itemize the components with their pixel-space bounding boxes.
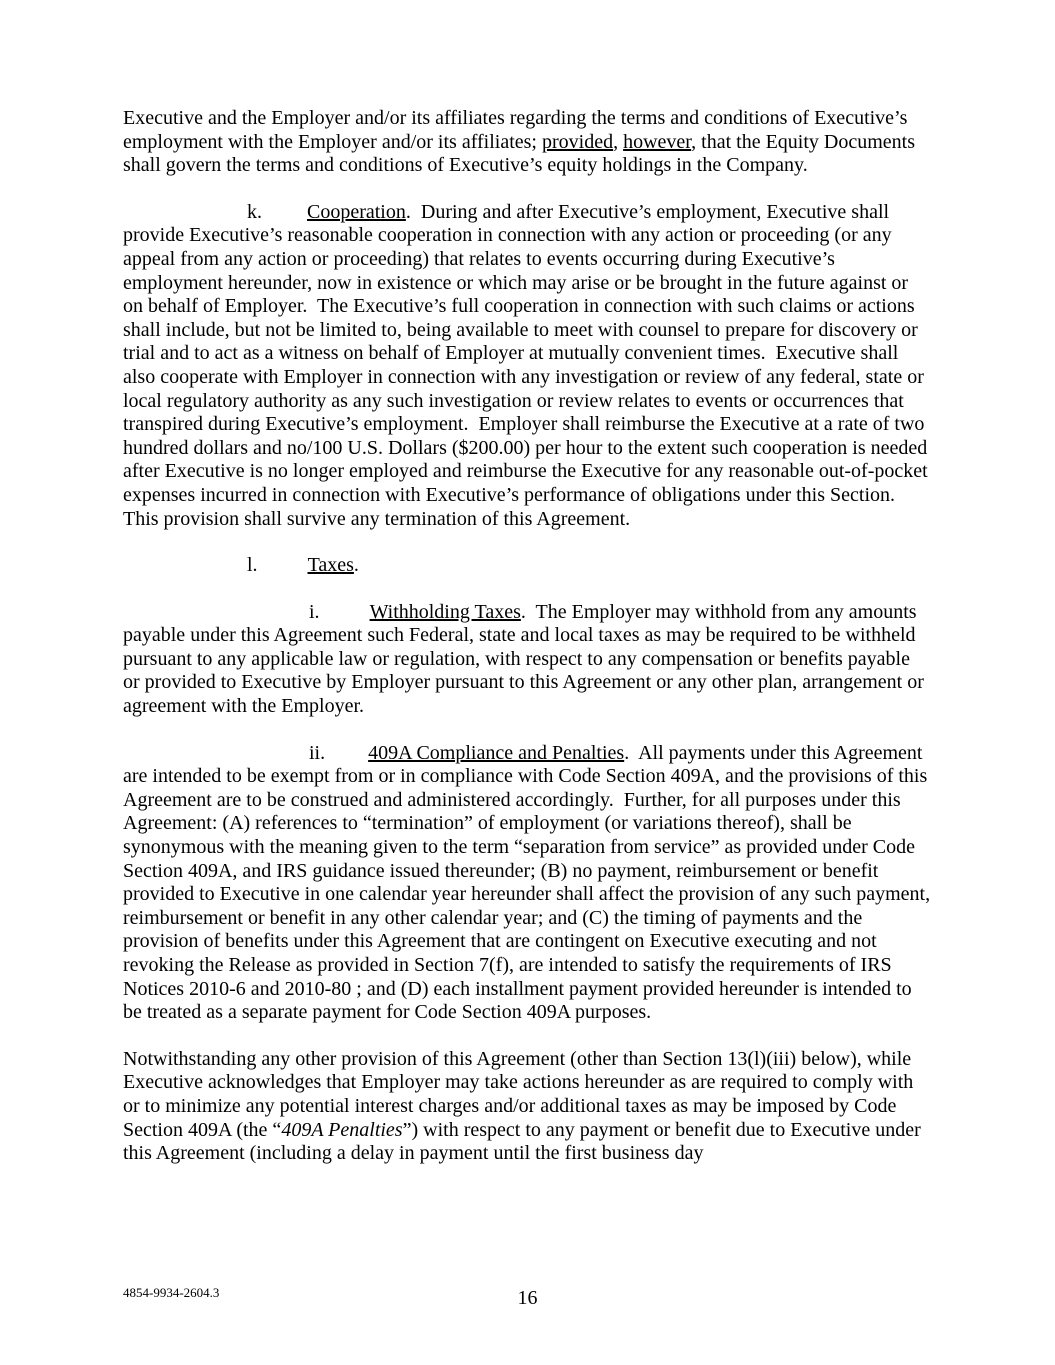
paragraph-notwithstanding xyxy=(123,1048,931,1166)
tab-spacer xyxy=(123,758,309,759)
paragraph-equity-continuation xyxy=(123,107,931,178)
paragraph-withholding-taxes xyxy=(123,601,931,719)
text-run: , xyxy=(613,130,624,153)
tab-spacer xyxy=(325,758,368,759)
text-run: i. xyxy=(309,600,320,623)
text-run: however xyxy=(623,130,692,153)
text-run: . All payments under this Agreement are intended to be exempt from or in compliance with Code Section 409A, and the provisions of this Agreement are to be construed and administered accordingly. Further, for all purposes under this Agreement: (A) references to “termination” of employment (or variations thereof), shall be synonymous with the meaning given to the term “separation from service” as provided under Code Section 409A, and IRS guidance issued thereunder; (B) no payment, reimbursement or benefit provided to Executive in one calendar year hereunder shall affect the provision of any such payment, reimbursement or benefit in any other calendar year; and (C) the timing of payments and the provision of benefits under this Agreement that are contingent on Executive executing and not revoking the Release as provided in Section 7(f), are intended to satisfy the requirements of IRS Notices 2010-6 and 2010-80 ; and (D) each installment payment provided hereunder is intended to be treated as a separate payment for Code Section 409A purposes. xyxy=(123,741,936,1024)
paragraph-taxes-heading xyxy=(123,554,931,578)
document-control-number: 4854-9934-2604.3 xyxy=(123,1285,220,1300)
text-run: ”) with respect to any payment or benefit due to Executive under this Agreement (including a delay in payment until the first business day xyxy=(123,1118,926,1165)
text-run: Cooperation xyxy=(307,200,406,223)
text-run: Taxes xyxy=(307,554,354,577)
page-number: 16 xyxy=(517,1287,538,1309)
document-body xyxy=(123,107,936,1189)
tab-spacer xyxy=(258,570,308,571)
text-run: ii. xyxy=(309,741,326,764)
text-run: Notwithstanding any other provision of this Agreement (other than Section 13(l)(iii) below), while Executive acknowledges that Employer may take actions hereunder as are required to comply with or to minimize any potential interest charges and/or additional taxes as may be imposed by Code Section 409A (the “ xyxy=(123,1047,919,1141)
text-run: . During and after Executive’s employment, Executive shall provide Executive’s reasonable cooperation in connection with any action or proceeding (or any appeal from any action or proceeding) that relates to events occurring during Executive’s employment hereunder, now in existence or which may arise or be brought in the future against or on behalf of Employer. The Executive’s full cooperation in connection with such claims or actions shall include, but not be limited to, being available to meet with counsel to prepare for discovery or trial and to act as a witness on behalf of Employer at mutually convenient times. Executive shall also cooperate with Employer in connection with any investigation or review of any federal, state or local regulatory authority as any such investigation or review relates to events or occurrences that transpired during Executive’s employment. Employer shall reimburse the Executive at a rate of two hundred dollars and no/100 U.S. Dollars ($200.00) per hour to the extent such cooperation is needed after Executive is no longer employed and reimburse the Executive for any reasonable out-of-pocket expenses incurred in connection with Executive’s performance of obligations under this Section. This provision shall survive any termination of this Agreement. xyxy=(123,200,933,530)
text-run: . xyxy=(353,554,359,577)
tab-spacer xyxy=(262,217,307,218)
text-run: . The Employer may withhold from any amounts payable under this Agreement such Federal, state and local taxes as may be required to be withheld pursuant to any applicable law or regulation, with respect to any compensation or benefits payable or provided to Executive by Employer pursuant to this Agreement or any other plan, arrangement or agreement with the Employer. xyxy=(123,600,929,718)
paragraph-409a-compliance-and-penalties xyxy=(123,741,936,1025)
text-run: provided xyxy=(541,130,614,153)
text-run: Withholding Taxes xyxy=(369,600,521,623)
text-run: l. xyxy=(247,554,258,577)
tab-spacer xyxy=(123,570,247,571)
text-run: 409A Compliance and Penalties xyxy=(368,741,625,764)
tab-spacer xyxy=(123,217,247,218)
tab-spacer xyxy=(123,617,309,618)
text-run: , that the Equity Documents shall govern the terms and conditions of Executive’s equity holdings in the Company. xyxy=(123,130,920,177)
text-run: Executive and the Employer and/or its affiliates regarding the terms and conditions of Executive’s employment with the Employer and/or its affiliates; xyxy=(123,107,913,153)
paragraph-cooperation xyxy=(123,201,931,531)
text-run: 409A Penalties xyxy=(281,1118,403,1141)
tab-spacer xyxy=(320,617,370,618)
text-run: k. xyxy=(247,200,262,223)
